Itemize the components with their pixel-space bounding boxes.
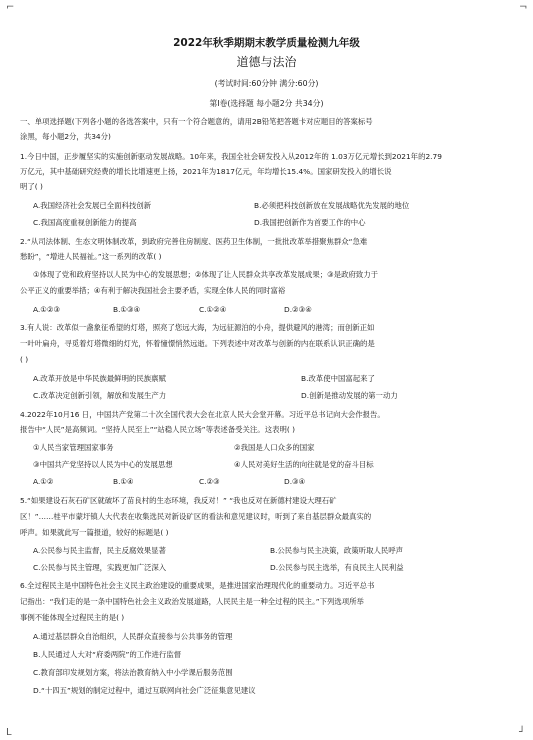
question-6-stem: 记指出：“我们走的是一条中国特色社会主义政治发展道路，人民民主是一种全过程的民主。”下列选项所举 (20, 597, 364, 606)
question-3-option-d: D.创新是推动发展的第一动力 (301, 391, 398, 400)
question-5-option-a: A.公民参与民主监督，民主反腐效果显著 (33, 546, 166, 555)
question-3-stem: 3.有人说：改革似一盏象征希望的灯塔，照亮了您远大海，为远征源泊的小舟，提供避风的港湾；而创新正如 (20, 323, 375, 332)
question-5-option-c: C.公民参与民主管理，实践更加广泛深入 (33, 563, 167, 572)
question-3-stem: 一叶叶扁舟，寻觅着灯塔微细的灯光，怀着憧憬悄然远逝。下列表述中对改革与创新的内在联系认识正确的是 (20, 339, 375, 348)
question-2-item: 公平正义的重要举措；④有利于解决我国社会主要矛盾，实现全体人民的同时富裕 (20, 286, 286, 295)
question-6-stem: 6.全过程民主是中国特色社会主义民主政治建设的重要成果，是推进国家治理现代化的重要动力。习近平总书 (20, 581, 375, 590)
exam-title: 2022年秋季期期末教学质量检测九年级 (173, 37, 360, 49)
question-3-option-c: C.改革决定创新引领，解放和发展生产力 (33, 391, 167, 400)
question-2-stem: 愁盼”，“增进人民福祉。”这一系列的改革( ) (20, 252, 162, 261)
question-2-option-c: C.①②④ (199, 305, 227, 314)
question-3-option-b: B.改革使中国富起来了 (301, 374, 375, 383)
instructions-line: 一、单项选择题(下列各小题的各选答案中，只有一个符合题意的，请用2B铅笔把答题卡对应题目的答案标号 (20, 117, 373, 126)
question-5-stem: 呼声。如果就此写一篇报道，较好的标题是( ) (20, 528, 169, 537)
question-4-item: ④人民对美好生活的向往就是党的奋斗目标 (234, 460, 374, 469)
question-5-option-b: B.公民参与民主决策，政策听取人民呼声 (270, 546, 404, 555)
question-4-item: ①人民当家管理国家事务 (33, 443, 114, 452)
corner-mark-top-right: ¬ (519, 2, 528, 13)
question-6-stem: 事例不能体现全过程民主的是( ) (20, 613, 125, 622)
question-5-option-d: D.公民参与民主选举，有良民主人民利益 (270, 563, 404, 572)
corner-mark-bottom-left: L (6, 727, 12, 738)
subject-title: 道德与法治 (236, 55, 297, 69)
question-4-item: ②我国是人口众多的国家 (234, 443, 315, 452)
question-1-option-c: C.我国高度重视创新能力的提高 (33, 218, 137, 227)
question-4-stem: 4.2022年10月16 日，中国共产党第二十次全国代表大会在北京人民大会堂开幕。习近平总书记向大会作报告。 (20, 410, 385, 419)
question-2-option-b: B.①③④ (113, 305, 141, 314)
question-4-item: ③中国共产党坚持以人民为中心的发展思想 (33, 460, 173, 469)
question-5-stem: 5.“如果建设石灰石矿区就破坏了苗良村的生态环境，我反对！” “我也反对在新德村建设大理石矿 (20, 496, 337, 505)
question-2-item: ①体现了党和政府坚持以人民为中心的发展思想；②体现了让人民群众共享改革发展成果；③是政府致力于 (33, 270, 379, 279)
question-6-option-d: D.“十四五”规划的制定过程中，通过互联网向社会广泛征集意见建议 (33, 686, 256, 695)
question-5-stem: 区！”……桂平市蒙圩镇人大代表在收集选民对新设矿区的看法和意见建议时，听到了来自基层群众最真实的 (20, 512, 372, 521)
corner-mark-top-left: ⌐ (6, 2, 15, 13)
question-2-stem: 2.“从司法体制、生态文明体制改革，到政府完善住房制度、医药卫生体制，一批批改革举措聚焦群众“急难 (20, 237, 368, 246)
question-6-option-c: C.教育部印发规划方案，将法治教育纳入中小学课后服务范围 (33, 668, 233, 677)
question-6-option-b: B.人民通过人大对“府委两院”的工作进行监督 (33, 650, 182, 659)
question-2-option-d: D.②③④ (284, 305, 312, 314)
exam-info: (考试时间:60分钟 满分:60分) (214, 79, 319, 88)
corner-mark-bottom-right: ┘ (519, 727, 526, 738)
question-3-option-a: A.改革开放是中华民族最鲜明的民族禀赋 (33, 374, 166, 383)
question-6-option-a: A.通过基层群众自治组织，人民群众直接参与公共事务的管理 (33, 632, 233, 641)
question-1-option-d: D.我国把创新作为首要工作的中心 (254, 218, 366, 227)
section-title: 第Ⅰ卷(选择题 每小题2分 共34分) (209, 99, 324, 108)
question-1-option-a: A.我国经济社会发展已全面科技创新 (33, 201, 152, 210)
question-1-stem: 1.今日中国，正步履坚实的实施创新驱动发展战略。10年来，我国全社会研发投入从2012年的 1.03万亿元增长到2021年的2.79 (20, 152, 442, 161)
question-4-option-a: A.①② (33, 477, 54, 486)
question-4-stem: 报告中“人民”是高频词。“坚持人民至上”“站稳人民立场”等表述备受关注。这表明( ) (20, 425, 295, 434)
question-3-stem: ( ) (20, 355, 29, 364)
question-4-option-b: B.①④ (113, 477, 134, 486)
question-4-option-d: D.③④ (284, 477, 306, 486)
question-1-option-b: B.必须把科技创新放在发展战略优先发展的地位 (254, 201, 410, 210)
question-4-option-c: C.②③ (199, 477, 220, 486)
question-2-option-a: A.①②③ (33, 305, 61, 314)
question-1-stem: 明了( ) (20, 182, 43, 191)
question-1-stem: 万亿元，其中基础研究经费的增长比增速更上扬，2021年为1817亿元，年均增长15.4%。国家研发投入的增长说 (20, 167, 392, 176)
instructions-line: 涂黑，每小题2分，共34分) (20, 132, 111, 141)
